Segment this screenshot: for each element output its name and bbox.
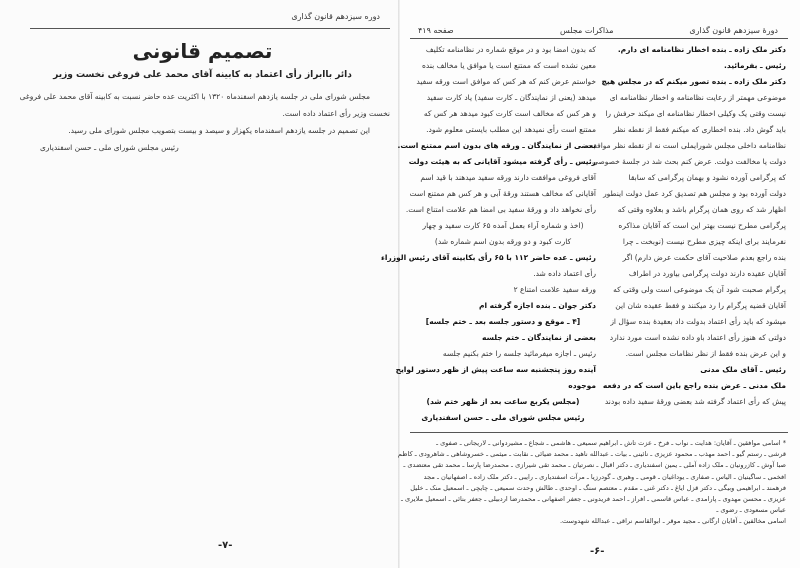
- left-page-header: دوره سیزدهم قانون گذاری: [291, 12, 380, 21]
- text-line: (مجلس یکربع ساعت بعد از ظهر ختم شد): [426, 397, 580, 406]
- text-line: آینده روز پنجشنبه سه ساعت پیش از ظهر دستور لوایح: [395, 365, 596, 374]
- text-line: رئیس ـ رأی گرفته میشود آقایانی که به هیئت دولت: [408, 157, 596, 166]
- text-line: میدهد (یعنی از نمایندگان ـ کارت سفید) یاد کارت سفید: [426, 93, 596, 102]
- text-line: که بدون امضا بود و در موقع شماره در نظامنامه تکلیف: [425, 45, 596, 54]
- page-number: -۶-: [590, 546, 605, 557]
- text-line: که پرگرامی آورده نشود و بهمان پرگرامی که سابقا: [628, 173, 786, 182]
- text-line: دکتر ملک زاده ـ بنده تصور میکنم که در مجلس هیچ: [601, 77, 786, 86]
- text-line: نیست وقتی یک وکیلی اخطار نظامنامه ای میکند حرفش را: [605, 109, 786, 118]
- text-line: بنده راجع بعدم صلاحیت آقای حکمت عرض دارم) اگر: [622, 253, 786, 262]
- text-line: قرشی ـ رستم گیو ـ احمد مهذب ـ محمود عزیزی ـ نائینی ـ بیات ـ عبدالله ناهید ـ محمد ضیائی ـ نقابت ـ میثمی ـ خسروشاهی ـ شاهرودی ـ کاظم: [397, 450, 786, 459]
- text-line: موجوده: [568, 381, 596, 390]
- text-line: ملک مدنی ـ عرض بنده راجع باین است که در دفعه: [602, 381, 786, 390]
- text-line: دولت آورده بود و مجلس هم تصدیق کرد عمل دولت اینطور: [603, 189, 786, 198]
- text-line: موضوعی مهمتر از رعایت نظامنامه و اخطار نظامنامه ای: [609, 93, 786, 102]
- text-line: باید گوش داد. بنده اخطاری که میکنم فقط از نقطه نظر: [613, 125, 786, 134]
- text-line: رأی نخواهد داد و ورقهٔ سفید بی امضا هم علامت امتناع است.: [405, 205, 596, 214]
- paragraph-approval: این تصمیم در جلسه یازدهم اسفندماه یکهزار و سیصد و بیست بتصویب مجلس شورای ملی رسید.: [68, 126, 370, 135]
- text-line: رأی اعتماد داده شد.: [533, 269, 596, 278]
- text-line: و این عرض بنده فقط از نظر نظامات مجلس است.: [625, 349, 786, 358]
- text-line: رئیس ـ آقای ملک مدنی: [700, 365, 786, 374]
- text-line: اسامی مخالفین ـ آقایان ارگانی ـ مجید موقر ـ ابوالقاسم نراقی ـ عبدالله شهدوست.: [559, 517, 786, 526]
- text-line: (اخذ و شماره آراء بعمل آمده ۶۵ کارت سفید و چهار: [422, 221, 584, 230]
- header-rule: [410, 38, 788, 39]
- text-line: نظامنامه داخلی مجلس شورایملی است نه از نقطه نظر موافقت: [585, 141, 786, 150]
- text-line: آقای فروغی موافقت دارند ورقه سفید میدهند با قید اسم: [420, 173, 596, 182]
- text-line: پرگرامی مطرح نیست بهتر این است که آقایان مذاکره: [618, 221, 786, 230]
- text-line: آقایانی که مخالف هستند ورقهٔ آبی و هر کس هم ممتنع است: [409, 189, 596, 198]
- text-line: کارت کبود و دو ورقه بدون اسم شماره شد): [434, 237, 572, 246]
- text-line: بعضی از نمایندگان ـ ختم جلسه: [482, 333, 596, 342]
- text-line: افخمی ـ ساگینیان ـ الیاس ـ صفاری ـ یوداغیان ـ قومی ـ وهیری ـ گودرزیا ـ مرآت اسفندیاری ـ رایبی ـ دکتر ملک زاده ـ اصفهانیان ـ مجد: [423, 472, 786, 481]
- left-column: [381, 42, 596, 426]
- right-page: [381, 0, 800, 568]
- text-line: آقایان قضیه پرگرام را رد میکنند و فقط عقیده شان این: [615, 301, 786, 310]
- text-line: رئیس ـ عده حاضر ۱۱۲ با ۶۵ رأی بکابینه آقای رئیس الوزراء: [381, 253, 596, 262]
- text-line: اظهار شد که روی همان پرگرام باشد و بعلاوه وقتی که: [617, 205, 786, 214]
- text-line: آقایان عقیده دارند دولت پرگرامی بیاورد در اطراف: [628, 269, 786, 278]
- text-line: فرهمند ـ ابراهیمی وبیگی ـ دکتر قزل ایاغ ـ دکتر غنی ـ مقدم ـ معتصم سنگ ـ اوحدی ـ طالش وحدت سمیعی ـ چایچی ـ اسمعیل منک ـ خلیل: [410, 483, 786, 492]
- page-label: صفحه ۴۱۹: [418, 26, 454, 35]
- document-subtitle: دائر باابراز رأی اعتماد به کابینه آقای محمد علی فروغی نخست وزیر: [53, 70, 352, 80]
- text-line: [۴ ـ موقع و دستور جلسه بعد ـ ختم جلسه]: [425, 317, 581, 326]
- text-line: میشود که باید رأی اعتماد بدولت داد بعقیدهٔ بنده سؤال از: [610, 317, 786, 326]
- text-line: بعضی از نمایندگان ـ ورقه های بدون اسم ممتنع است.: [397, 141, 596, 150]
- text-line: * اسامی موافقین ـ آقایان: هدایت ـ نواب ـ فرخ ـ عزت تاش ـ ابراهیم سمیعی ـ هاشمی ـ شجاع ـ مشیردوانی ـ لاریجانی ـ صفوی ـ: [436, 439, 786, 447]
- left-page-body: [15, 36, 390, 156]
- footnote-rule: [410, 432, 788, 433]
- signature-line: رئیس مجلس شورای ملی ـ حسن اسفندیاری: [40, 143, 179, 152]
- right-column: [585, 42, 786, 410]
- text-line: و هر کس که مخالف است کارت کبود میدهد هر کس که: [423, 109, 596, 118]
- header-center: مذاکرات مجلس: [560, 26, 614, 35]
- footnote-vote-list: [397, 438, 786, 528]
- text-line: دکتر ملک زاده ـ بنده اخطار نظامنامه ای دارم.: [617, 45, 786, 54]
- text-line: ممتنع است رأی نمیدهد این مطلب بایستی معلوم شود.: [426, 125, 596, 134]
- text-line: ورقه سفید علامت امتناع ۲: [513, 285, 596, 294]
- text-line: دکتر جوان ـ بنده اجازه گرفته ام: [478, 301, 596, 310]
- text-line: پرگرام صحبت شود آن یک موضوعی است ولی وقتی که: [613, 285, 786, 294]
- text-line: دولتی که هنوز رأی اعتماد باو داده نشده است مورد ندارد: [609, 333, 786, 342]
- page-number: -۷-: [218, 540, 233, 551]
- text-line: عباس مسعودی ـ رضوی ـ: [716, 506, 786, 515]
- paragraph-decision: مجلس شورای ملی در جلسه یازدهم اسفندماه ۱۳۲۰ با اکثریت عده حاضر نسبت به کابینه آقای محمد علی فروغی نخست وزیر رأی اعتماد داده است.: [19, 92, 390, 118]
- text-line: نفرمایند برای اینکه چیزی مطرح نیست (نوبخت ـ چرا: [622, 237, 786, 246]
- text-line: پیش که رأی اعتماد گرفته شد بعضی ورقهٔ سفید داده بودند: [604, 397, 786, 406]
- header-rule: [30, 28, 390, 29]
- document-title: تصمیم قانونی: [132, 39, 273, 63]
- text-line: خواستم عرض کنم که هر کس که موافق است ورقه سفید: [416, 77, 596, 86]
- text-line: رئیس ـ اجازه میفرمائید جلسه را ختم بکنیم جلسه: [442, 349, 596, 358]
- header-right: دورهٔ سیزدهم قانون گذاری: [689, 26, 778, 35]
- text-line: رئیس ـ بفرمائید.: [724, 61, 786, 70]
- text-line: رئیس مجلس شورای ملی ـ حسن اسفندیاری: [421, 413, 585, 422]
- text-line: دولت یا مخالفت دولت. عرض کنم بحث شد در جلسهٔ خصوصی: [592, 157, 786, 166]
- text-line: عزیزی ـ محسن مهدوی ـ پارامدی ـ عباس قاسمی ـ افراز ـ احمد فریدونی ـ جعفر اصفهانی ـ محمدرضا اردبیلی ـ جعفر بنائی ـ اسمعیل ملایری ـ: [400, 495, 786, 504]
- text-line: معین نشده است که ممتنع است یا موافق یا مخالف بنده: [422, 61, 596, 70]
- text-line: صبا آوش ـ کازرونیان ـ ملک زاده آملی ـ یمین اسفندیاری ـ دکتر اقبال ـ نصرتیان ـ محمد تقی شیرازی ـ محمدرضا پارسا ـ محمد تقی معتضدی ـ: [403, 461, 786, 470]
